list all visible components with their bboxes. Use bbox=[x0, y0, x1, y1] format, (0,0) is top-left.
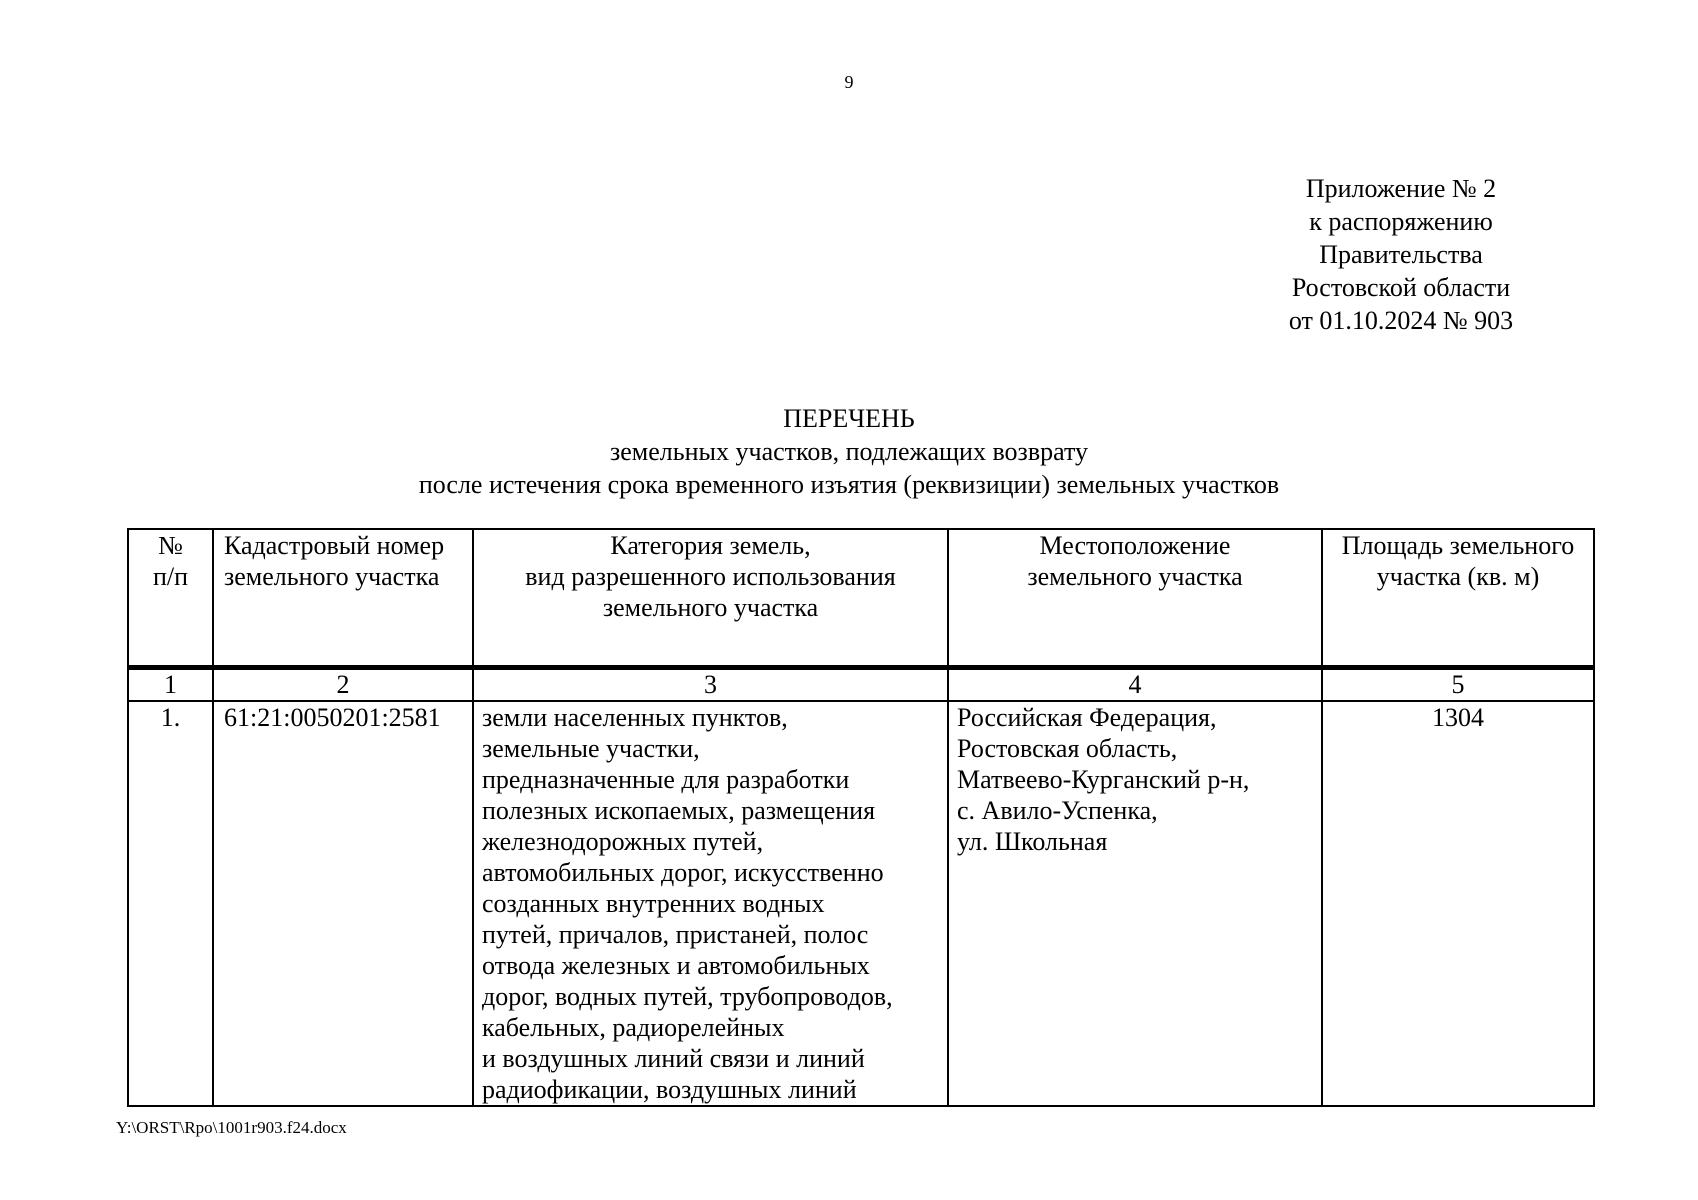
table-row bbox=[128, 701, 1594, 1106]
document-title-block bbox=[0, 402, 1698, 501]
page-number: 9 bbox=[844, 72, 854, 92]
appendix-line: к распоряжению bbox=[1309, 207, 1493, 236]
column-number: 2 bbox=[213, 667, 473, 701]
column-numbers-row bbox=[128, 667, 1594, 701]
cadastral-number: 61:21:0050201:2581 bbox=[213, 701, 473, 1106]
table-header-row bbox=[128, 529, 1594, 667]
header-number: № п/п bbox=[128, 529, 213, 667]
column-number: 1 bbox=[128, 667, 213, 701]
header-area: Площадь земельного участка (кв. м) bbox=[1322, 529, 1594, 667]
row-number: 1. bbox=[128, 701, 213, 1106]
document-subtitle-line-1: земельных участков, подлежащих возврату bbox=[609, 437, 1088, 466]
header-cadastral-number: Кадастровый номер земельного участка bbox=[213, 529, 473, 667]
column-number: 5 bbox=[1322, 667, 1594, 701]
plot-area: 1304 bbox=[1322, 701, 1594, 1106]
appendix-line: Ростовской области bbox=[1291, 273, 1511, 302]
document-subtitle-line-2: после истечения срока временного изъятия (реквизиции) земельных участков bbox=[418, 470, 1280, 499]
header-land-category: Категория земель, вид разрешенного использования земельного участка bbox=[473, 529, 948, 667]
appendix-block bbox=[1236, 172, 1566, 337]
column-number: 3 bbox=[473, 667, 948, 701]
appendix-line: Приложение № 2 bbox=[1305, 174, 1497, 203]
footer-file-path: Y:\ORST\Rpo\1001r903.f24.docx bbox=[116, 1118, 347, 1137]
header-location: Местоположение земельного участка bbox=[948, 529, 1322, 667]
plot-location: Российская Федерация, Ростовская область, Матвеево-Курганский р-н, с. Авило-Успенка, ул. Школьная bbox=[948, 701, 1322, 1106]
land-category: земли населенных пунктов, земельные участки, предназначенные для разработки полезных ископаемых, размещения железнодорожных путей, автомобильных дорог, искусственно созданных внутренних водных путей, причалов, пристаней, полос отвода железных и автомобильных дорог, водных путей, трубопроводов, кабельных, радиорелейных и воздушных линий связи и линий радиофикации, воздушных линий bbox=[473, 701, 948, 1106]
document-title: ПЕРЕЧЕНЬ bbox=[783, 404, 915, 433]
appendix-line: Правительства bbox=[1319, 240, 1483, 269]
land-plots-table bbox=[127, 528, 1595, 1107]
column-number: 4 bbox=[948, 667, 1322, 701]
appendix-line: от 01.10.2024 № 903 bbox=[1288, 306, 1514, 335]
